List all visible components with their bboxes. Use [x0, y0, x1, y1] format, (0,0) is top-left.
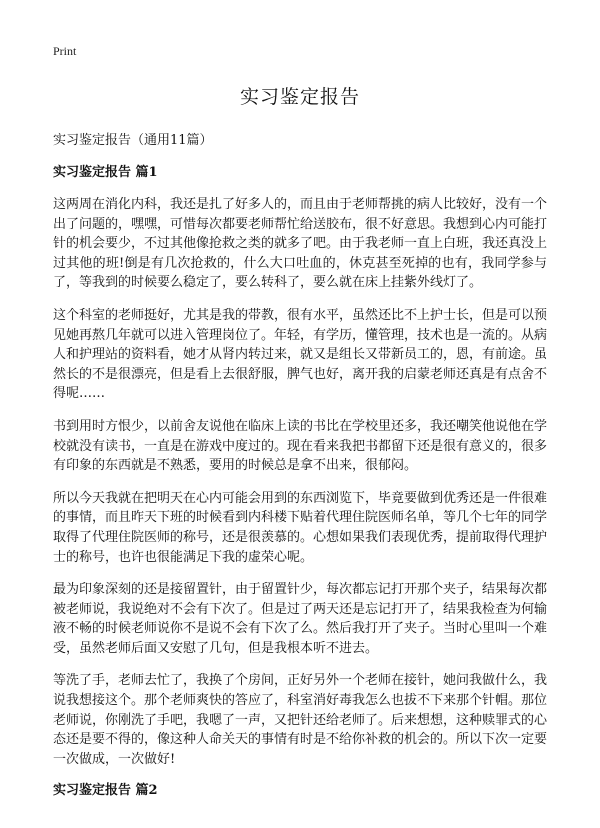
section-heading: 实习鉴定报告 篇1 [53, 165, 158, 180]
print-label: Print [53, 44, 77, 58]
paragraph: 最为印象深刻的还是接留置针，由于留置针少，每次都忘记打开那个夹子，结果每次都被老师说，我说绝对不会有下次了。但是过了两天还是忘记打开了，结果我检查为何输液不畅的时候老师说你不是说不会有下次了么。然后我打开了夹子。当时心里叫一个难受，虽然老师后面又安慰了几句，但是我根本听不进去。 [53, 582, 548, 656]
paragraph: 书到用时方恨少，以前舍友说他在临床上读的书比在学校里还多，我还嘲笑他说他在学校就没有读书，一直是在游戏中度过的。现在看来我把书都留下还是很有意义的，很多有印象的东西就是不熟悉，要用的时候总是拿不出来，很郁闷。 [53, 418, 548, 474]
paragraph: 等洗了手，老师去忙了，我换了个房间，正好另外一个老师在接针，她问我做什么，我说我想接这个。那个老师爽快的答应了，科室消好毒我怎么也拔不下来那个针帽。那位老师说，你刚洗了手吧，我嗯了一声，又把针还给老师了。后来想想，这种赎罪式的心态还是要不得的，像这种人命关天的事情有时是不给你补救的机会的。所以下次一定要一次做成，一次做好! [53, 673, 548, 767]
section-1 [53, 164, 547, 769]
document-title: 实习鉴定报告 [239, 86, 360, 108]
paragraph: 所以今天我就在把明天在心内可能会用到的东西浏览下，毕竟要做到优秀还是一件很难的事情，而且昨天下班的时候看到内科楼下贴着代理住院医师名单，等几个七年的同学取得了代理住院医师的称号，还是很羡慕的。心想如果我们表现优秀，提前取得代理护士的称号，也许也很能满足下我的虚荣心呢。 [53, 490, 548, 565]
document-subtitle: 实习鉴定报告（通用11篇） [53, 133, 213, 148]
paragraph: 这个科室的老师挺好，尤其是我的带教，很有水平，虽然还比不上护士长，但是可以预见她再熬几年就可以进入管理岗位了。年轻，有学历，懂管理，技术也是一流的。从病人和护理站的资料看，她才从肾内转过来，就又是组长又带新员工的，恩，有前途。虽然长的不是很漂亮，但是看上去很舒服，脾气也好，离开我的启蒙老师还真是有点舍不得呢…… [53, 307, 548, 402]
section-heading: 实习鉴定报告 篇2 [53, 783, 158, 799]
section-2 [53, 782, 547, 800]
paragraph: 这两周在消化内科，我还是扎了好多人的，而且由于老师帮挑的病人比较好，没有一个出了问题的，嘿嘿，可惜每次都要老师帮忙给送胶布，很不好意思。我想到心内可能打针的机会要少，不过其他像抢救之类的就多了吧。由于我老师一直上白班，我还真没上过其他的班!倒是有几次抢救的，什么大口吐血的，休克甚至死掉的也有，我同学参与了，等我到的时候要么稳定了，要么转科了，要么就在床上挂紫外线灯了。 [53, 197, 548, 291]
